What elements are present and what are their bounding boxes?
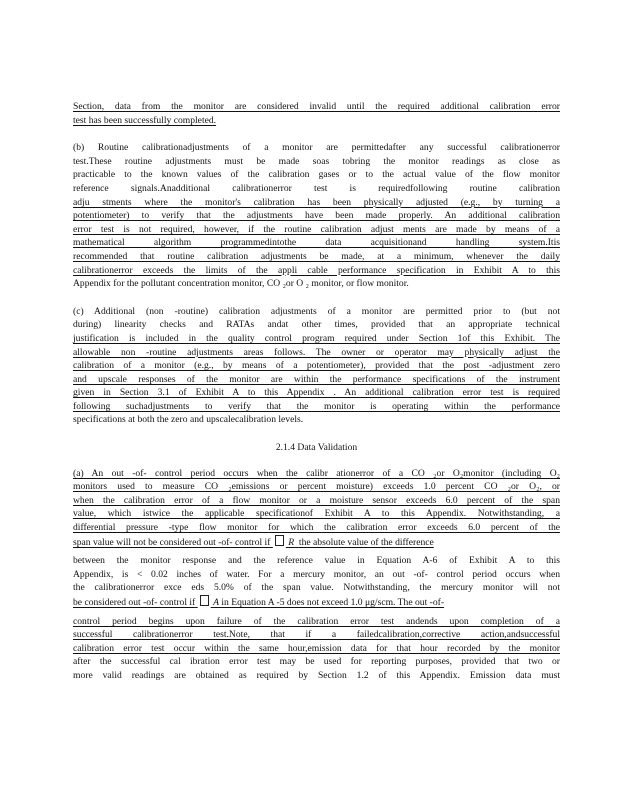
text-line: calibration error test occur within the same hour,emission data for that hour recorded by the monitor: [73, 642, 560, 654]
text-line: reference signals.Anadditional calibrationerror test is requiredfollowing routine calibration: [73, 182, 560, 194]
text-line: allowable non -routine adjustments areas follows. The owner or operator may physically adjust the: [73, 346, 560, 358]
text-line-with-formula: [73, 595, 560, 610]
paragraph-c: [73, 305, 560, 427]
text-line-with-formula: [73, 535, 560, 550]
text-line: successful calibrationerror test.Note, that if a failedcalibration,corrective action,andsuccessful: [73, 629, 560, 641]
paragraph-a: [73, 467, 560, 683]
text-line: (b) Routine calibrationadjustments of a monitor are permittedafter any successful calibrationerror: [73, 142, 560, 154]
text-line: Appendix for the pollutant concentration monitor, CO ₂or O ₂ monitor, or flow monitor.: [73, 278, 409, 290]
text-line: calibrationerror exceeds the limits of the appli cable performance specification in Exhibit A to this: [73, 264, 560, 276]
text-line: monitors used to measure CO ₂emissions or percent moisture) exceeds 1.0 percent CO ₂or O₂, or: [73, 481, 560, 493]
text-line: the calibrationerror exce eds 5.0% of the span value. Notwithstanding, the mercury monitor will not: [73, 582, 560, 594]
text-line: between the monitor response and the reference value in Equation A-6 of Exhibit A to this: [73, 555, 560, 567]
text-line: more valid readings are obtained as required by Section 1.2 of this Appendix. Emission data must: [73, 669, 560, 681]
formula-box-icon: [275, 535, 284, 546]
text-line: during) linearity checks and RATAs andat other times, provided that an appropriate technical: [73, 319, 560, 331]
text-line: control period begins upon failure of the calibration error test andends upon completion of a: [73, 615, 560, 627]
text-line: potentiometer) to verify that the adjustments have been made properly. An additional calibration: [73, 210, 560, 222]
text-line: test.These routine adjustments must be made soas tobring the monitor readings as close as: [73, 155, 560, 167]
text-line: adju stments where the monitor's calibration has been physically adjusted (e.g., by turning a: [73, 196, 560, 208]
formula-box-icon: [200, 595, 209, 606]
text-line: calibration of a monitor (e.g., by means of a potentiometer), provided that the post -adjustment zero: [73, 360, 560, 372]
text-segment: span value will not be considered out -of- control if: [73, 536, 271, 548]
text-segment: the absolute value of the difference: [298, 536, 434, 548]
text-segment: in Equation A -5 does not exceed 1.0 μg/scm. The out -of-: [221, 597, 445, 608]
text-line: practicable to the known values of the calibration gases or to the actual value of the flow monitor: [73, 169, 560, 181]
text-line: Appendix, is < 0.02 inches of water. For a mercury monitor, an out -of- control period occurs when: [73, 568, 560, 580]
text-line: (a) An out -of- control period occurs when the calibr ationerror of a CO ₂or O₂monitor (including O₂: [73, 467, 560, 479]
symbol-a: A: [213, 597, 219, 608]
text-line: mathematical algorithm programmedintothe data acquisitionand handling system.Itis: [73, 237, 560, 249]
text-line: test has been successfully completed.: [73, 114, 217, 126]
text-line: justification is included in the quality control program required under Section 1of this Exhibit. The: [73, 332, 560, 344]
text-line: error test is not required, however, if the routine calibration adjust ments are made by means of a: [73, 223, 560, 235]
symbol-r: R: [288, 536, 295, 548]
text-line: specifications at both the zero and upscalecalibration levels.: [73, 414, 304, 426]
document-page: [73, 100, 560, 683]
text-line: Section, data from the monitor are considered invalid until the required additional calibration error: [73, 101, 560, 112]
text-line: when the calibration error of a flow monitor or a moisture sensor exceeds 6.0 percent of the span: [73, 494, 560, 506]
text-line: (c) Additional (non -routine) calibration adjustments of a monitor are permitted prior to (but not: [73, 305, 560, 317]
text-line: after the successful cal ibration error test may be used for reporting purposes, provided that two or: [73, 656, 560, 668]
text-line: differential pressure -type flow monitor for which the calibration error exceeds 6.0 percent of the: [73, 522, 560, 534]
section-heading: 2.1.4 Data Validation: [275, 442, 358, 454]
text-line: recommended that routine calibration adjustments be made, at a minimum, whenever the daily: [73, 250, 560, 262]
paragraph-continuation: [73, 100, 560, 127]
text-line: value, which istwice the applicable specificationof Exhibit A to this Appendix. Notwithstanding, a: [73, 508, 560, 520]
paragraph-b: [73, 141, 560, 291]
text-line: following suchadjustments to verify that the monitor is operating within the performance: [73, 400, 560, 412]
text-line: and upscale responses of the monitor are within the performance specifications of the instrument: [73, 373, 560, 385]
text-segment: be considered out -of- control if: [73, 597, 196, 608]
text-line: given in Section 3.1 of Exhibit A to this Appendix . An additional calibration error test is required: [73, 387, 560, 399]
